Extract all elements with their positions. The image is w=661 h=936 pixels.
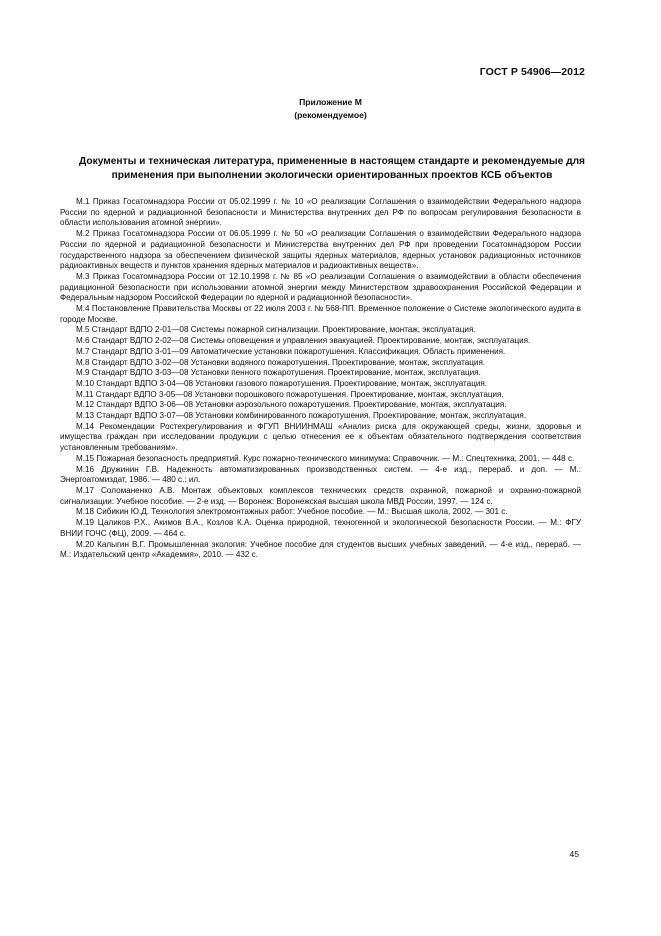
reference-item: М.8 Стандарт ВДПО 3-02—08 Установки водяного пожаротушения. Проектирование, монтаж, эксплуатация. [76,357,486,367]
page-number: 45 [569,849,579,859]
reference-item: М.11 Стандарт ВДПО 3-05—08 Установки порошкового пожаротушения. Проектирование, монтаж, эксплуатация. [76,389,504,399]
reference-item: М.14 Рекомендации Ростехрегулирования и ФГУП ВНИИНМАШ «Анализ риска для окружающей среды, жизни, здоровья и имущества граждан при исследовании продукции с целью отнесения ее к объектам обязательного подтверждения соответствия установленным требованиям». [60,421,581,453]
reference-item: М.2 Приказ Госатомнадзора России от 06.05.1999 г. № 50 «О реализации Соглашения о взаимодействии Федерального надзора России по ядерной и радиационной безопасности и Министерства внутренних дел РФ при проведении Госатомнадзором России государственного надзора за обеспечением физической защиты ядерных материалов, ядерных установок радиационных источников радиоактивных веществ и пунктов хранения ядерных материалов и радиоактивных веществ». [60,229,581,271]
reference-item: М.19 Цаликов Р.Х., Акимов В.А., Козлов К.А. Оценка природной, техногенной и экологической безопасности России. — М.: ФГУ ВНИИ ГОЧС (ФЦ), 2009. — 464 с. [60,518,581,538]
annex-status: (рекомендуемое) [294,110,367,120]
reference-item: М.17 Соломаненко А.В. Монтаж объектовых комплексов технических средств охранной, пожарной и охранно-пожарной сигнализации: Учебное пособие. — 2-е изд. — Воронеж: Воронежская высшая школа МВД России, 1997. — 124 с. [60,485,581,506]
reference-item: М.4 Постановление Правительства Москвы от 22 июля 2003 г. № 568-ПП. Временное положение о Системе экологического аудита в городе Москве. [60,304,581,324]
reference-item: М.12 Стандарт ВДПО 3-06—08 Установки аэрозольного пожаротушения. Проектирование, монтаж, эксплуатация. [76,400,507,410]
reference-item: М.7 Стандарт ВДПО 3-01—09 Автоматические установки пожаротушения. Классификация. Область применения. [76,346,506,356]
reference-item: М.18 Сибикин Ю.Д. Технология электромонтажных работ: Учебное пособие. — М.: Высшая школа, 2002. — 301 с. [76,507,508,517]
reference-item: М.3 Приказ Госатомнадзора России от 12.10.1998 г. № 85 «О реализации Соглашения о взаимодействии в области обеспечения радиационной безопасности при использовании атомной энергии между Министерством здравоохранения Российской Федерации и Федеральным надзором Российской Федерации по ядерной и радиационной безопасности». [60,271,581,303]
reference-item: М.1 Приказ Госатомнадзора России от 05.02.1999 г. № 10 «О реализации Соглашения о взаимодействии Федерального надзора России по ядерной и радиационной безопасности и Министерства внутренних дел РФ по вопросам регулирования безопасности в области использования атомной энергии». [60,197,581,228]
reference-item: М.5 Стандарт ВДПО 2-01—08 Системы пожарной сигнализации. Проектирование, монтаж, эксплуатация. [76,325,476,335]
reference-item: М.20 Калыгин В.Г. Промышленная экология: Учебное пособие для студентов высших учебных заведений. — 4-е изд., перераб. — М.: Издательский центр «Академия», 2010. — 432 с. [60,539,581,560]
reference-item: М.13 Стандарт ВДПО 3-07—08 Установки комбинированного пожаротушения. Проектирование, монтаж, эксплуатация. [76,411,527,421]
reference-item: М.6 Стандарт ВДПО 2-02—08 Системы оповещения и управления эвакуацией. Проектирование, монтаж, эксплуатация. [76,336,531,346]
reference-item: М.9 Стандарт ВДПО 3-03—08 Установки пенного пожаротушения. Проектирование, монтаж, эксплуатация. [76,368,481,378]
reference-item: М.10 Стандарт ВДПО 3-04—08 Установки газового пожаротушения. Проектирование, монтаж, эксплуатация. [76,378,488,388]
annex-heading [0,96,661,122]
reference-list [60,197,581,561]
standard-code: ГОСТ Р 54906—2012 [479,66,585,78]
reference-item: М.15 Пожарная безопасность предприятий. Курс пожарно-технического минимума: Справочник. — М.: Спецтехника, 2001. — 448 с. [76,453,575,463]
document-title: Документы и техническая литература, примененные в настоящем стандарте и рекомендуемые для применения при выполнении экологически ориентированных проектов КСБ объектов [78,156,586,181]
annex-title: Приложение М [299,97,362,107]
reference-item: М.16 Дружинин Г.В. Надежность автоматизированных производственных систем. — 4-е изд., перераб. и доп. — М.: Энергоатомиздат, 1986. — 480 с.: ил. [60,464,581,485]
